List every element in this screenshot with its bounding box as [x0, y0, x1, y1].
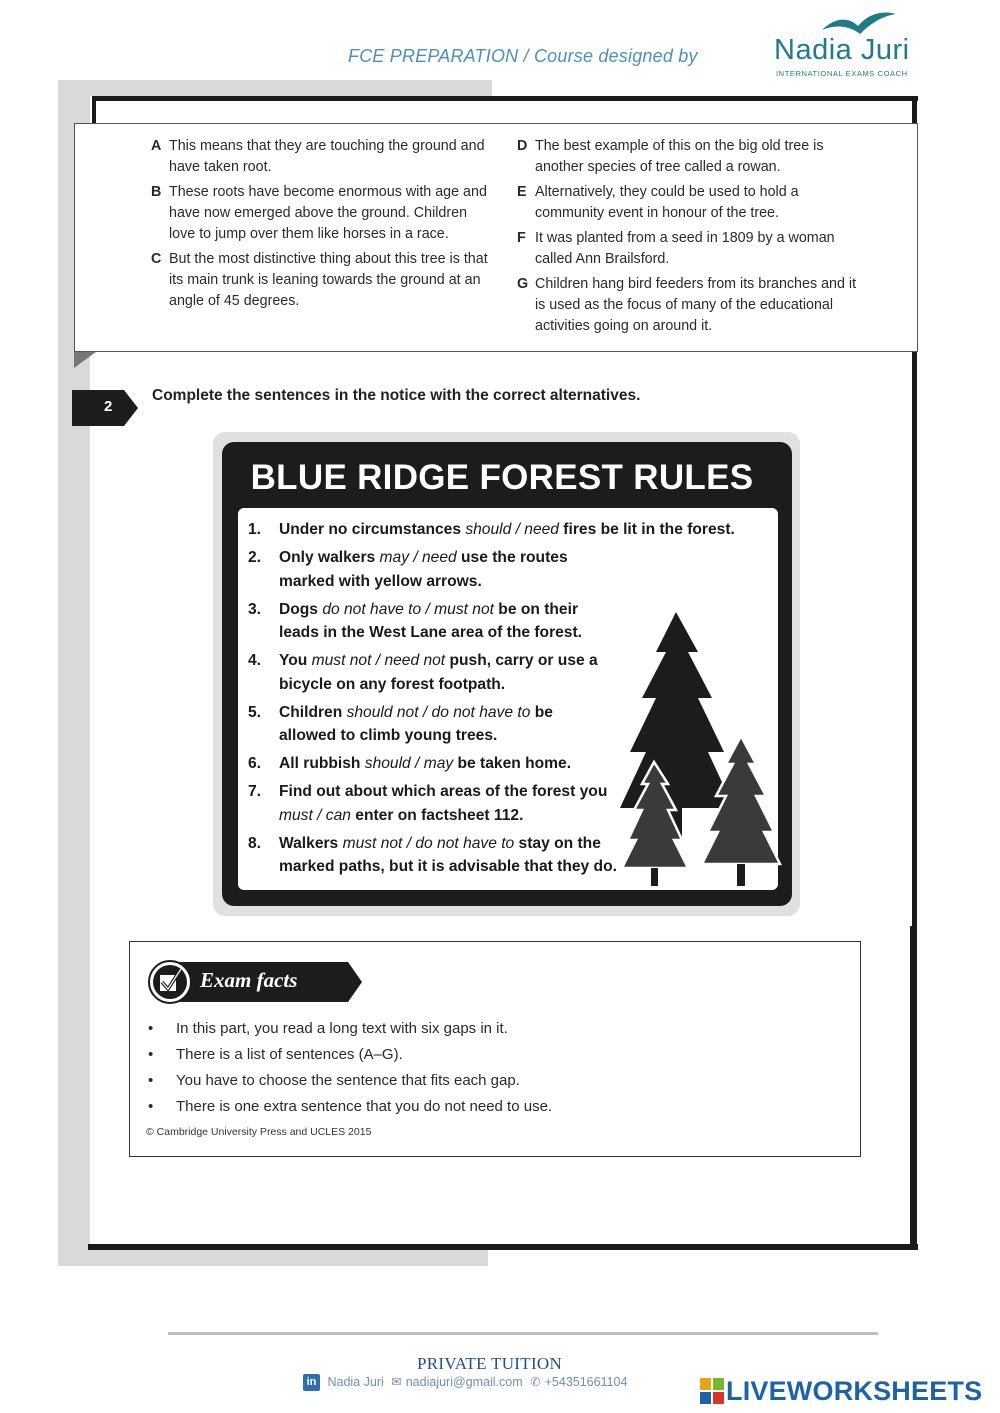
- rule-text: stay on the marked paths, but it is advisable that they do.: [279, 834, 617, 875]
- sentence-c: [151, 249, 496, 312]
- rule-text: be taken home.: [453, 755, 572, 772]
- corner-tab: [74, 352, 96, 368]
- email-link[interactable]: nadiajuri@gmail.com: [405, 1375, 523, 1389]
- linkedin-name[interactable]: Nadia Juri: [327, 1375, 384, 1389]
- sentence-text: This means that they are touching the ground and have taken root.: [169, 138, 485, 175]
- rule-number: 7.: [248, 783, 262, 800]
- course-header-text: FCE PREPARATION / Course designed by: [348, 46, 698, 66]
- exam-fact-item: • There is a list of sentences (A–G).: [146, 1042, 552, 1068]
- rule-alternatives[interactable]: must not / do not have to: [342, 834, 515, 852]
- sentence-b: [151, 182, 496, 245]
- rule-text: Under no circumstances: [279, 521, 466, 538]
- exam-fact-item: • In this part, you read a long text with six gaps in it.: [146, 1016, 552, 1042]
- rule-item: [248, 518, 735, 542]
- sentence-letter: D: [517, 138, 528, 154]
- footer-title: PRIVATE TUITION: [417, 1354, 563, 1373]
- rule-number: 1.: [248, 521, 262, 538]
- sentence-letter: B: [151, 184, 162, 200]
- rule-text: use the routes marked with yellow arrows.: [279, 549, 568, 590]
- exam-facts-box: [129, 941, 861, 1157]
- rule-text: Dogs: [279, 600, 323, 618]
- exam-facts-list: [146, 1016, 552, 1120]
- footer-divider: [168, 1332, 878, 1335]
- logo-name: Nadia Juri: [774, 34, 910, 66]
- sentence-a: [151, 136, 496, 178]
- pine-trees-icon: [616, 612, 786, 888]
- rule-text: be on their leads in the West Lane area of the forest.: [279, 600, 583, 641]
- sentence-letter: F: [517, 230, 526, 246]
- exam-fact-item: • You have to choose the sentence that fits each gap.: [146, 1068, 552, 1094]
- rule-text: enter on factsheet 112.: [350, 806, 524, 824]
- rule-alternatives[interactable]: should / need: [465, 521, 559, 538]
- rule-text: push, carry or use a bicycle on any forest footpath.: [279, 652, 598, 693]
- rule-text: Walkers: [279, 834, 343, 852]
- frame-bottom-border: [88, 1244, 918, 1250]
- task-number: 2: [104, 398, 113, 415]
- rule-number: 6.: [248, 755, 262, 772]
- page-shadow-bottom: [58, 1248, 488, 1266]
- sentence-d: [517, 136, 862, 178]
- sentences-left-column: [151, 136, 496, 316]
- rule-text: fires be lit in the forest.: [558, 521, 735, 538]
- sentence-text: It was planted from a seed in 1809 by a woman called Ann Brailsford.: [535, 230, 835, 267]
- whatsapp-icon: ✆: [530, 1375, 541, 1389]
- rule-alternatives[interactable]: should not / do not have to: [346, 703, 531, 721]
- rule-alternatives[interactable]: should / may: [364, 755, 454, 772]
- sentence-text: These roots have become enormous with age and have now emerged above the ground. Children love to jump over them like horses in a race.: [169, 184, 487, 242]
- rule-alternatives[interactable]: may / need: [379, 549, 457, 566]
- sentence-f: [517, 228, 862, 270]
- logo-subtitle: INTERNATIONAL EXAMS COACH: [776, 69, 908, 78]
- rule-number: 4.: [248, 652, 262, 669]
- sentence-text: The best example of this on the big old tree is another species of tree called a rowan.: [535, 138, 824, 175]
- sentence-letter: G: [517, 276, 529, 292]
- footer-contact: [303, 1374, 631, 1391]
- rule-text: Children: [279, 703, 347, 721]
- rule-text: Find out about which areas of the forest you: [279, 783, 608, 800]
- sentence-letter: E: [517, 184, 527, 200]
- rule-text: be allowed to climb young trees.: [279, 703, 553, 744]
- rule-alternatives[interactable]: must not / need not: [311, 652, 446, 669]
- sentence-g: [517, 274, 862, 337]
- rule-number: 2.: [248, 549, 262, 566]
- rule-alternatives[interactable]: do not have to / must not: [322, 600, 494, 618]
- rule-text: You: [279, 652, 312, 669]
- frame-left-border: [92, 96, 96, 126]
- frame-top-border: [92, 96, 918, 101]
- page-shadow-top: [58, 80, 492, 96]
- sentence-letter: A: [151, 138, 162, 154]
- email-icon: ✉: [391, 1375, 402, 1389]
- notice-title: BLUE RIDGE FOREST RULES: [250, 458, 754, 497]
- rule-text: Only walkers: [279, 549, 380, 566]
- sentence-text: Children hang bird feeders from its branches and it is used as the focus of many of the educational activities going on around it.: [535, 276, 857, 334]
- rule-number: 5.: [248, 703, 262, 721]
- sentence-e: [517, 182, 862, 224]
- sentence-letter: C: [151, 251, 162, 267]
- task-number-badge: [72, 390, 138, 426]
- rule-alternatives[interactable]: must / can: [279, 806, 351, 824]
- copyright-notice: © Cambridge University Press and UCLES 2015: [146, 1126, 372, 1138]
- rule-text: All rubbish: [279, 755, 365, 772]
- sentences-right-column: [517, 136, 862, 341]
- rule-item: [248, 546, 735, 593]
- phone-number: +54351661104: [544, 1375, 628, 1389]
- task-instruction: Complete the sentences in the notice with the correct alternatives.: [152, 387, 641, 404]
- sentence-text: Alternatively, they could be used to hold a community event in honour of the tree.: [535, 184, 799, 221]
- nadia-juri-logo: [770, 8, 930, 78]
- rule-number: 3.: [248, 600, 262, 618]
- liveworksheets-text: LIVEWORKSHEETS: [726, 1376, 983, 1406]
- rule-number: 8.: [248, 834, 262, 852]
- exam-fact-item: • There is one extra sentence that you do not need to use.: [146, 1094, 552, 1120]
- frame-right-border-lower: [910, 926, 917, 1250]
- sentences-box: [74, 123, 918, 352]
- sentence-text: But the most distinctive thing about this tree is that its main trunk is leaning towards the ground at an angle of 45 degrees.: [169, 251, 488, 309]
- exam-facts-title: Exam facts: [200, 968, 298, 992]
- linkedin-icon: in: [303, 1374, 320, 1391]
- liveworksheets-logo-icon: [700, 1378, 724, 1404]
